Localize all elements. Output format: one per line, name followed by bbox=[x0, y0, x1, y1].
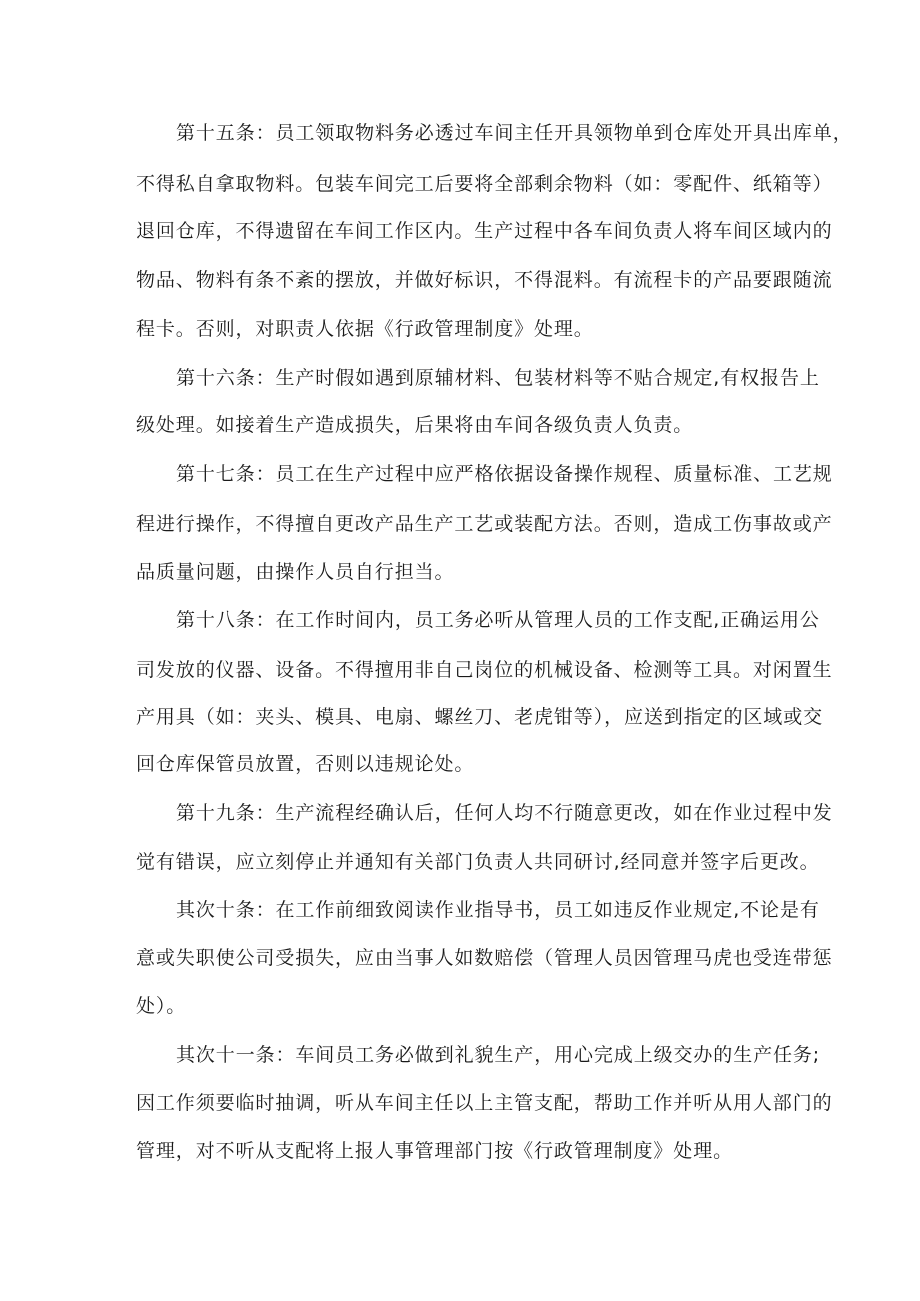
article-17-line-1: 第十七条：员工在生产过程中应严格依据设备操作规程、质量标准、工艺规 bbox=[176, 463, 833, 485]
article-20-line-2: 意或失职使公司受损失，应由当事人如数赔偿（管理人员因管理马虎也受连带惩 bbox=[136, 947, 833, 969]
article-21-line-3: 管理，对不听从支配将上报人事管理部门按《行政管理制度》处理。 bbox=[136, 1140, 734, 1162]
article-17-line-3: 品质量问题，由操作人员自行担当。 bbox=[136, 561, 455, 583]
article-19-line-2: 觉有错误，应立刻停止并通知有关部门负责人共同研讨,经同意并签字后更改。 bbox=[136, 851, 820, 873]
article-17-line-2: 程进行操作，不得擅自更改产品生产工艺或装配方法。否则，造成工伤事故或产 bbox=[136, 513, 833, 535]
article-16-line-2: 级处理。如接着生产造成损失，后果将由车间各级负责人负责。 bbox=[136, 414, 694, 436]
article-15-line-1: 第十五条：员工领取物料务必透过车间主任开具领物单到仓库处开具出库单， bbox=[176, 122, 853, 144]
article-15-line-3: 退回仓库，不得遗留在车间工作区内。生产过程中各车间负责人将车间区域内的 bbox=[136, 220, 833, 242]
article-18-line-3: 产用具（如：夹头、模具、电扇、螺丝刀、老虎钳等），应送到指定的区域或交 bbox=[136, 706, 824, 728]
article-15-line-4: 物品、物料有条不紊的摆放，并做好标识，不得混料。有流程卡的产品要跟随流 bbox=[136, 269, 833, 291]
article-15-line-5: 程卡。否则，对职责人依据《行政管理制度》处理。 bbox=[136, 318, 594, 340]
article-18-line-4: 回仓库保管员放置，否则以违规论处。 bbox=[136, 753, 475, 775]
article-21-line-2: 因工作须要临时抽调，听从车间主任以上主管支配，帮助工作并听从用人部门的 bbox=[136, 1092, 833, 1114]
article-20-line-3: 处）。 bbox=[136, 995, 187, 1017]
article-20-line-1: 其次十条：在工作前细致阅读作业指导书，员工如违反作业规定,不论是有 bbox=[176, 899, 820, 921]
article-18-line-2: 司发放的仪器、设备。不得擅用非自己岗位的机械设备、检测等工具。对闲置生 bbox=[136, 659, 833, 681]
article-21-line-1: 其次十一条：车间员工务必做到礼貌生产，用心完成上级交办的生产任务; bbox=[176, 1044, 821, 1066]
article-16-line-1: 第十六条：生产时假如遇到原辅材料、包装材料等不贴合规定,有权报告上 bbox=[176, 367, 820, 389]
article-19-line-1: 第十九条：生产流程经确认后，任何人均不行随意更改，如在作业过程中发 bbox=[176, 802, 833, 824]
article-18-line-1: 第十八条：在工作时间内，员工务必听从管理人员的工作支配,正确运用公 bbox=[176, 609, 820, 631]
article-15-line-2: 不得私自拿取物料。包装车间完工后要将全部剩余物料（如：零配件、纸箱等） bbox=[136, 173, 833, 195]
